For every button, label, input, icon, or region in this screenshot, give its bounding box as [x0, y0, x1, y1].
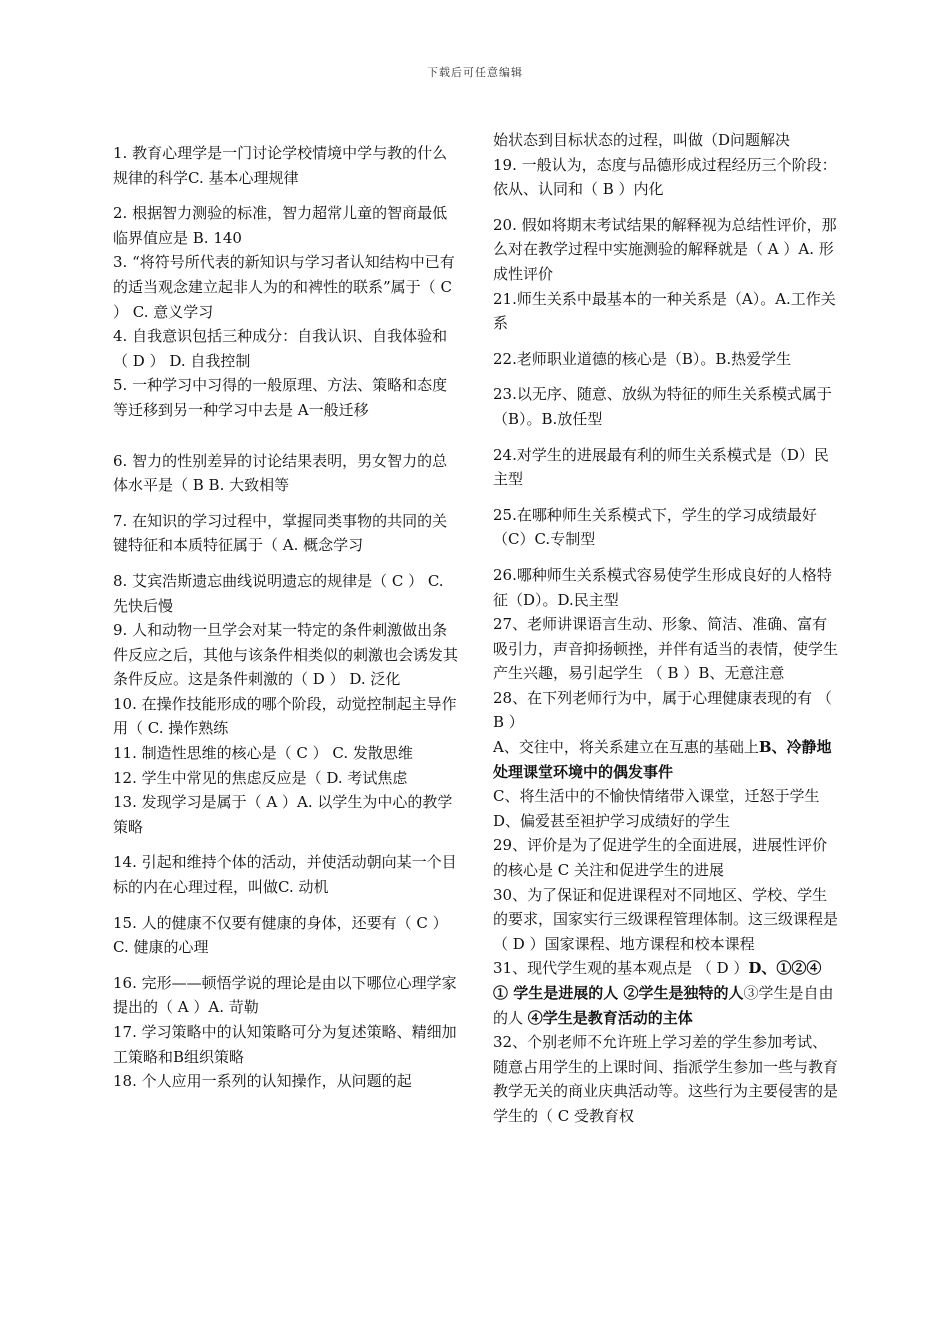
question-text: 25.在哪种师生关系模式下，学生的学习成绩最好（C）C.专制型: [493, 505, 817, 549]
question-text: 2. 根据智力测验的标准，智力超常儿童的智商最低临界值应是 B. 140: [113, 204, 448, 247]
right-question-1: [493, 128, 838, 153]
question-text: 9. 人和动物一旦学会对某一特定的条件刺激做出条件反应之后，其他与该条件相类似的刺激也会诱发其条件反应。这是条件刺激的（ D ） D. 泛化: [113, 621, 459, 689]
left-question-18: [113, 1069, 458, 1094]
left-question-16: [113, 971, 458, 1020]
answer-bold: D、①②④: [748, 959, 822, 978]
question-text: 13. 发现学习是属于（ A ）A. 以学生为中心的教学策略: [113, 793, 453, 836]
right-question-17: [493, 981, 838, 1030]
left-question-6: [113, 449, 458, 498]
left-question-5: [113, 373, 458, 422]
question-text: C、将生活中的不愉快情绪带入课堂，迁怒于学生D、偏爱甚至袒护学习成绩好的学生: [493, 787, 820, 830]
left-question-13: [113, 790, 458, 839]
question-text: 31、现代学生观的基本观点是 （ D ）: [493, 959, 749, 978]
left-question-11: [113, 741, 458, 766]
right-question-10: [493, 612, 838, 686]
answer-bold: B、冷静地处理课堂环境中的偶发事件: [493, 738, 832, 781]
question-text: 4. 自我意识包括三种成分：自我认识、自我体验和（ D ） D. 自我控制: [113, 327, 448, 370]
right-column: [493, 128, 838, 1129]
right-question-14: [493, 833, 838, 882]
right-question-15: [493, 883, 838, 957]
left-question-15: [113, 911, 458, 960]
question-text: 7. 在知识的学习过程中，掌握同类事物的共同的关键特征和本质特征属于（ A. 概念学习: [113, 511, 448, 555]
answer-bold: ④学生是教育活动的主体: [527, 1008, 693, 1027]
question-text: 14. 引起和维持个体的活动，并使活动朝向某一个目标的内在心理过程，叫做C. 动机: [113, 853, 457, 897]
question-text: 5. 一种学习中习得的一般原理、方法、策略和态度等迁移到另一种学习中去是 A一般迁移: [113, 376, 448, 419]
question-text: 32、个别老师不允许班上学习差的学生参加考试、随意占用学生的上课时间、指派学生参加一些与教育教学无关的商业庆典活动等。这些行为主要侵害的是学生的（ C 受教育权: [493, 1033, 839, 1125]
right-question-6: [493, 382, 838, 431]
question-text: 16. 完形——顿悟学说的理论是由以下哪位心理学家提出的（ A ）A. 苛勒: [113, 973, 457, 1017]
question-text: 19. 一般认为，态度与品德形成过程经历三个阶段：依从、认同和（ B ）内化: [493, 155, 837, 199]
left-question-8: [113, 569, 458, 618]
right-question-8: [493, 503, 838, 552]
left-question-2: [113, 201, 458, 250]
left-question-12: [113, 766, 458, 791]
question-text: 10. 在操作技能形成的哪个阶段，动觉控制起主导作用（ C. 操作熟练: [113, 694, 457, 738]
question-text: 6. 智力的性别差异的讨论结果表明，男女智力的总体水平是（ B B. 大致相等: [113, 451, 448, 495]
right-question-3: [493, 213, 838, 287]
left-question-10: [113, 692, 458, 741]
question-text: 22.老师职业道德的核心是（B）。B.热爱学生: [493, 349, 792, 368]
question-text: A、交往中，将关系建立在互惠的基础上: [493, 738, 759, 757]
right-question-18: [493, 1030, 838, 1128]
right-question-7: [493, 443, 838, 492]
question-text: 20. 假如将期末考试结果的解释视为总结性评价，那么对在教学过程中实施测验的解释就是（ A ）A. 形成性评价: [493, 215, 837, 283]
question-text: 1. 教育心理学是一门讨论学校情境中学与教的什么规律的科学C. 基本心理规律: [113, 144, 448, 187]
left-question-7: [113, 509, 458, 558]
question-text: 17. 学习策略中的认知策略可分为复述策略、精细加工策略和B组织策略: [113, 1023, 457, 1066]
question-text: 29、评价是为了促进学生的全面进展，进展性评价的核心是 C 关注和促进学生的进展: [493, 836, 828, 880]
right-question-2: [493, 153, 838, 202]
left-question-17: [113, 1020, 458, 1069]
answer-bold: ① 学生是进展的人 ②学生是独特的人: [493, 984, 744, 1002]
question-text: 24.对学生的进展最有利的师生关系模式是（D）民主型: [493, 445, 829, 489]
question-text: 11. 制造性思维的核心是（ C ） C. 发散思维: [113, 744, 413, 763]
left-question-14: [113, 850, 458, 899]
question-text: 30、为了保证和促进课程对不同地区、学校、学生的要求，国家实行三级课程管理体制。这三级课程是 （ D ）国家课程、地方课程和校本课程: [493, 885, 839, 953]
question-text: 27、老师讲课语言生动、形象、简洁、准确、富有吸引力，声音抑扬顿挫，并伴有适当的表情，使学生产生兴趣，易引起学生 （ B ）B、无意注意: [493, 615, 839, 683]
question-text: 15. 人的健康不仅要有健康的身体，还要有（ C ） C. 健康的心理: [113, 913, 448, 957]
question-text: 18. 个人应用一系列的认知操作，从问题的起: [113, 1072, 412, 1091]
left-question-3: [113, 250, 458, 324]
right-question-4: [493, 287, 838, 336]
left-question-4: [113, 324, 458, 373]
question-text: 26.哪种师生关系模式容易使学生形成良好的人格特征（D）。D.民主型: [493, 565, 832, 609]
question-text: 28、在下列老师行为中，属于心理健康表现的有 （ B ）: [493, 688, 832, 732]
right-question-12: [493, 735, 838, 784]
right-question-5: [493, 347, 838, 372]
right-question-9: [493, 563, 838, 612]
right-question-11: [493, 686, 838, 735]
question-text: 23.以无序、随意、放纵为特征的师生关系模式属于（B）。B.放任型: [493, 385, 832, 428]
left-column: [113, 128, 458, 1094]
question-text: 12. 学生中常见的焦虑反应是（ D. 考试焦虑: [113, 768, 408, 787]
right-question-16: [493, 956, 838, 981]
question-text: 始状态到目标状态的过程，叫做（D问题解决: [493, 131, 791, 149]
right-question-13: [493, 784, 838, 833]
question-text: 21.师生关系中最基本的一种关系是（A）。A.工作关系: [493, 289, 836, 333]
question-text: 3. “将符号所代表的新知识与学习者认知结构中已有的适当观念建立起非人为的和裨性的联系”属于（ C ） C. 意义学习: [113, 253, 455, 321]
page-header: 下载后可任意编辑: [427, 66, 523, 79]
left-question-1: [113, 141, 458, 190]
answer-text: ③学生是自由的人: [493, 984, 834, 1027]
question-text: 8. 艾宾浩斯遗忘曲线说明遗忘的规律是（ C ） C. 先快后慢: [113, 571, 444, 615]
left-question-9: [113, 618, 458, 692]
